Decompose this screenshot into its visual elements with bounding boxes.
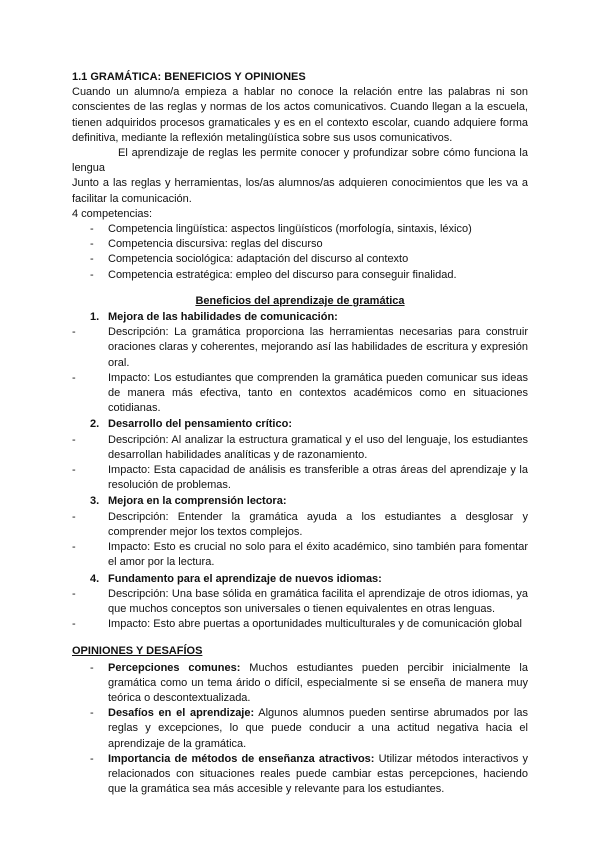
document-page bbox=[72, 70, 528, 797]
opinion-text: Muchos estudiantes pueden percibir inicialmente la gramática como un tema árido o difícil, especialmente si se enseña de manera muy teórica o descontextualizada. bbox=[108, 661, 528, 704]
benefit-1 bbox=[72, 310, 528, 416]
competencias-list bbox=[72, 222, 528, 283]
list-item: - Descripción: Una base sólida en gramática facilita el aprendizaje de otros idiomas, ya que muchos conceptos son universales o tienen equivalentes en otras lenguas. bbox=[72, 587, 528, 617]
benefit-title: Desarrollo del pensamiento crítico: bbox=[108, 418, 292, 431]
opinions-list bbox=[72, 661, 528, 798]
list-item bbox=[72, 661, 528, 707]
opinion-label: Importancia de métodos de enseñanza atractivos: bbox=[108, 752, 375, 765]
list-item: - Impacto: Esto es crucial no solo para el éxito académico, sino también para fomentar el amor por la lectura. bbox=[72, 540, 528, 570]
list-item: - Impacto: Esta capacidad de análisis es transferible a otras áreas del aprendizaje y la resolución de problemas. bbox=[72, 463, 528, 493]
benefit-number: 4. bbox=[90, 572, 100, 585]
benefit-title: Fundamento para el aprendizaje de nuevos idiomas: bbox=[108, 572, 382, 585]
benefit-title: Mejora en la comprensión lectora: bbox=[108, 495, 287, 508]
list-item: - Competencia lingüística: aspectos lingüísticos (morfología, sintaxis, léxico) bbox=[72, 222, 528, 237]
list-item: - Competencia discursiva: reglas del discurso bbox=[72, 237, 528, 252]
list-item: - Descripción: Al analizar la estructura gramatical y el uso del lenguaje, los estudiantes desarrollan habilidades analíticas y de razonamiento. bbox=[72, 433, 528, 463]
benefit-2 bbox=[72, 417, 528, 493]
intro-paragraph-1: Cuando un alumno/a empieza a hablar no conoce la relación entre las palabras ni son conscientes de las reglas y normas de los actos comunicativos. Cuando llegan a la escuela, tienen adquiridos procesos gramaticales y es en el contexto escolar, cuando adquiere forma definitiva, mediante la reflexión metalingüística sobre sus usos comunicativos. bbox=[72, 86, 528, 144]
list-item: - Competencia sociológica: adaptación del discurso al contexto bbox=[72, 252, 528, 267]
section-heading: 1.1 GRAMÁTICA: BENEFICIOS Y OPINIONES bbox=[72, 71, 306, 83]
benefit-3 bbox=[72, 494, 528, 570]
intro-paragraph-3: Junto a las reglas y herramientas, los/as alumnos/as adquieren conocimientos que les va a facilitar la comunicación. bbox=[72, 177, 528, 205]
list-item: - Impacto: Esto abre puertas a oportunidades multiculturales y de comunicación global bbox=[72, 617, 528, 632]
list-item: - Descripción: La gramática proporciona las herramientas necesarias para construir oraciones claras y coherentes, mejorando así las habilidades de escritura y expresión oral. bbox=[72, 325, 528, 371]
benefit-4 bbox=[72, 572, 528, 633]
intro-paragraph-2: El aprendizaje de reglas les permite conocer y profundizar sobre cómo funciona la lengua bbox=[72, 147, 528, 175]
list-item bbox=[72, 706, 528, 752]
opinion-text: Algunos alumnos pueden sentirse abrumados por las reglas y excepciones, lo que puede conducir a una actitud negativa hacia el aprendizaje de la gramática. bbox=[108, 707, 528, 750]
benefit-number: 3. bbox=[90, 495, 100, 508]
opinion-label: Desafíos en el aprendizaje: bbox=[108, 707, 255, 720]
opinion-text: Utilizar métodos interactivos y relacionados con situaciones reales puede cambiar estas percepciones, haciendo que la gramática sea más accesible y relevante para los estudiantes. bbox=[108, 752, 528, 796]
benefit-number: 2. bbox=[90, 418, 100, 431]
list-item bbox=[72, 752, 528, 798]
list-item: - Competencia estratégica: empleo del discurso para conseguir finalidad. bbox=[72, 268, 528, 283]
benefit-title: Mejora de las habilidades de comunicación: bbox=[108, 311, 338, 324]
list-item: - Descripción: Entender la gramática ayuda a los estudiantes a desglosar y comprender mejor los textos complejos. bbox=[72, 510, 528, 540]
benefit-number: 1. bbox=[90, 311, 100, 324]
intro-paragraph-4: 4 competencias: bbox=[72, 207, 153, 220]
opinions-title: OPINIONES Y DESAFÍOS bbox=[72, 645, 203, 658]
opinion-label: Percepciones comunes: bbox=[108, 661, 241, 674]
benefits-title: Beneficios del aprendizaje de gramática bbox=[195, 294, 405, 307]
list-item: - Impacto: Los estudiantes que comprenden la gramática pueden comunicar sus ideas de manera más efectiva, tanto en contextos académicos como en situaciones cotidianas. bbox=[72, 371, 528, 417]
